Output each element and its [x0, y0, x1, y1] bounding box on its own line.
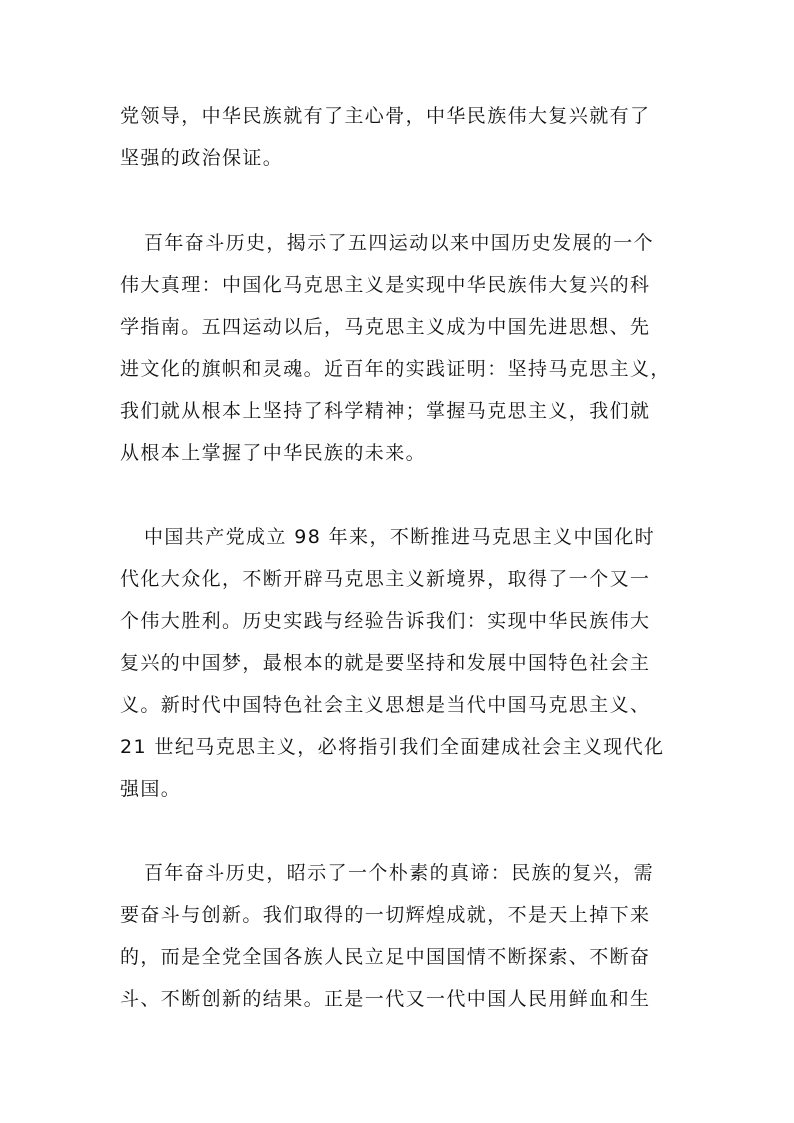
text-line: 我们就从根本上坚持了科学精神；掌握马克思主义，我们就 — [120, 400, 651, 422]
text-line: 中国共产党成立 98 年来，不断推进马克思主义中国化时 — [144, 526, 656, 548]
text-line: 坚强的政治保证。 — [120, 147, 284, 169]
text-line: 义。新时代中国特色社会主义思想是当代中国马克思主义、 — [120, 694, 651, 716]
text-line: 复兴的中国梦，最根本的就是要坚持和发展中国特色社会主 — [120, 652, 651, 674]
text-line: 学指南。五四运动以后，马克思主义成为中国先进思想、先 — [120, 316, 651, 338]
text-line: 党领导，中华民族就有了主心骨，中华民族伟大复兴就有了 — [120, 105, 651, 127]
text-line: 伟大真理：中国化马克思主义是实现中华民族伟大复兴的科 — [120, 274, 651, 296]
text-line: 21 世纪马克思主义，必将指引我们全面建成社会主义现代化 — [120, 736, 665, 758]
text-line: 要奋斗与创新。我们取得的一切辉煌成就，不是天上掉下来 — [120, 904, 651, 926]
text-line: 强国。 — [120, 778, 182, 800]
text-line: 百年奋斗历史，昭示了一个朴素的真谛：民族的复兴，需 — [144, 862, 655, 884]
text-line: 代化大众化，不断开辟马克思主义新境界，取得了一个又一 — [120, 568, 651, 590]
text-line: 的，而是全党全国各族人民立足中国国情不断探索、不断奋 — [120, 946, 651, 968]
text-line: 百年奋斗历史，揭示了五四运动以来中国历史发展的一个 — [144, 232, 655, 254]
text-line: 个伟大胜利。历史实践与经验告诉我们：实现中华民族伟大 — [120, 610, 651, 632]
text-line: 斗、不断创新的结果。正是一代又一代中国人民用鲜血和生 — [120, 988, 651, 1010]
text-line: 进文化的旗帜和灵魂。近百年的实践证明：坚持马克思主义， — [120, 358, 671, 380]
text-line: 从根本上掌握了中华民族的未来。 — [120, 442, 427, 464]
